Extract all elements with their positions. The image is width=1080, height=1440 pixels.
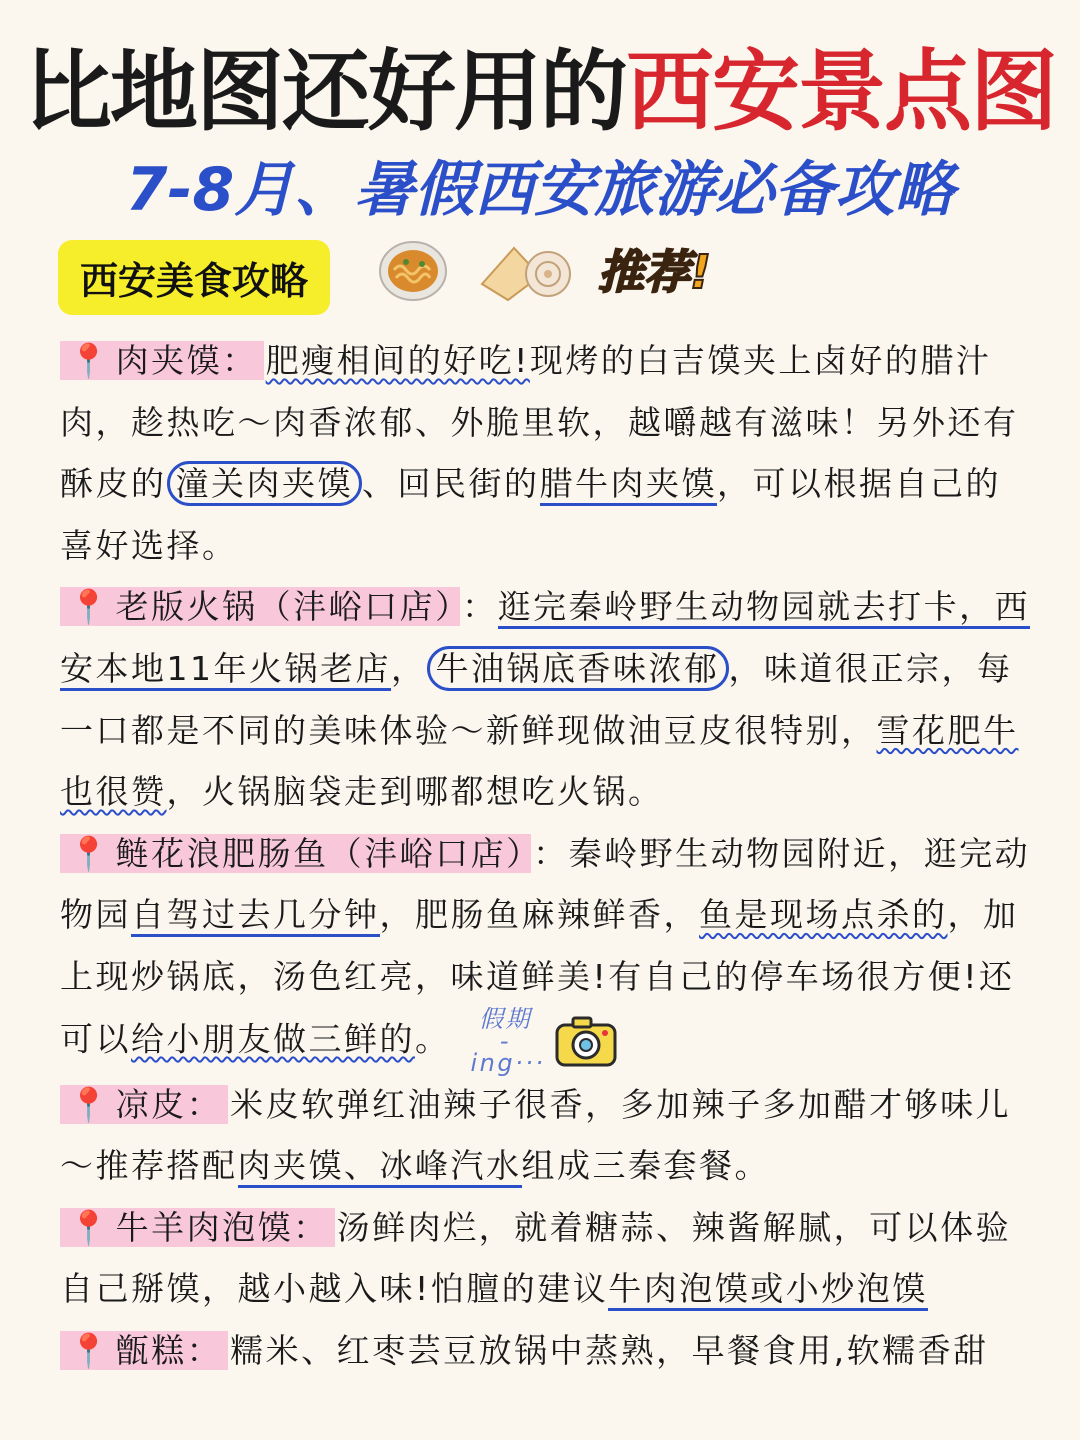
- description-text: 组成三秦套餐。: [521, 1146, 770, 1186]
- underlined-text: 逛完秦岭野生动物园就去打卡，西安本地11年火锅老店: [60, 587, 1030, 691]
- highlight-text: 肥瘦相间的好吃!: [265, 341, 530, 380]
- food-name: 老版火锅（沣峪口店）: [115, 587, 455, 627]
- map-pin-icon: 📍: [68, 1207, 112, 1247]
- subtitle: 7-8月、暑假西安旅游必备攻略: [125, 155, 955, 225]
- description-text: ，加上现炒锅底，汤色红亮，味道鲜美!有自己的停车场很方便!还可以: [60, 895, 1019, 1059]
- steamed-bun-icon: [478, 240, 574, 304]
- highlight-text: 给小朋友做三鲜的: [131, 1019, 415, 1059]
- food-name-tag: 📍 肉夹馍：: [60, 341, 264, 380]
- food-name: 甑糕: [115, 1330, 187, 1370]
- food-name-tag: [60, 587, 460, 626]
- recommend-sticker: 推荐!: [598, 245, 711, 299]
- food-name: 肉夹馍: [115, 341, 223, 380]
- map-pin-icon: 📍: [68, 341, 112, 380]
- description-text: ，味道很正宗，每一口都是不同的美味体验～新鲜现做油豆皮很特别，: [60, 648, 1013, 750]
- description-text: ，火锅脑袋走到哪都想吃火锅。: [166, 772, 664, 812]
- highlight-text: 雪花肥牛也很赞: [60, 710, 1019, 812]
- food-item-fish: 📍 鲢花浪肥肠鱼（沣峪口店） ：秦岭野生动物园附近，逛完动物园自驾过去几分钟，肥肠鱼麻辣鲜香，鱼是现场点杀的，加上现炒锅底，汤色红亮，味道鲜美!有自己的停车场很方便!还可以给小朋友做三鲜的。假期 -ing···: [60, 833, 1031, 1077]
- description-text: ，肥肠鱼麻辣鲜香，: [379, 895, 699, 935]
- food-name: 牛羊肉泡馍: [115, 1207, 294, 1247]
- description-text: 糯米、红枣芸豆放锅中蒸熟，早餐食用,软糯香甜: [230, 1330, 989, 1370]
- page-title: [0, 22, 1080, 148]
- underlined-text: 牛肉泡馍或小炒泡馍: [608, 1269, 928, 1311]
- food-item-zenggao: [60, 1320, 1035, 1382]
- food-item-paomo: [60, 1197, 1035, 1320]
- underlined-text: 腊牛肉夹馍: [540, 464, 718, 506]
- description-text: 。: [415, 1019, 451, 1059]
- description-text: 现烤的白吉馍夹上卤好的腊汁肉，趁热吃～肉香浓郁、外脆里软，越嚼越有滋味！另外还有酥皮的: [60, 341, 1019, 504]
- map-pin-icon: 📍: [68, 587, 112, 627]
- food-name-tag: 📍 凉皮：: [60, 1085, 228, 1124]
- circled-text: 牛油锅底香味浓郁: [427, 646, 729, 691]
- noodle-dish-icon: [378, 240, 448, 302]
- food-guide: [60, 330, 1035, 1382]
- map-pin-icon: 📍: [68, 1330, 112, 1370]
- description-text: 、回民街的: [362, 464, 540, 504]
- food-item-liangpi: [60, 1074, 1035, 1197]
- description-text: ，: [391, 648, 427, 688]
- description-text: 米皮软弹红油辣子很香，多加辣子多加醋才够味儿～推荐搭配: [60, 1084, 1012, 1186]
- underlined-text: 肉夹馍、冰峰汽水: [238, 1146, 522, 1188]
- description-text: 汤鲜肉烂，就着糖蒜、辣酱解腻，可以体验自己掰馍，越小越入味!怕膻的建议: [60, 1207, 1012, 1309]
- title-red: 西安景点图: [626, 40, 1057, 143]
- food-name-tag: 📍 牛羊肉泡馍：: [60, 1208, 335, 1247]
- food-item-hotpot: 📍 老版火锅（沣峪口店） ：逛完秦岭野生动物园就去打卡，西安本地11年火锅老店， 牛油锅底香味浓郁 ，味道很正宗，每一口都是不同的美味体验～新鲜现做油豆皮很特别，雪花肥牛也很赞，火锅脑袋走到哪都想吃火锅。: [60, 587, 1031, 812]
- food-name-tag: 📍 甑糕：: [60, 1331, 228, 1370]
- circled-text: 潼关肉夹馍: [167, 461, 363, 506]
- underlined-text: 自驾过去几分钟: [131, 895, 380, 937]
- description-text: 秦岭野生动物园附近，逛完动物园: [60, 833, 1031, 935]
- map-pin-icon: 📍: [68, 1084, 112, 1124]
- food-name: 凉皮: [115, 1084, 187, 1124]
- map-pin-icon: 📍: [68, 833, 112, 873]
- section-label: 西安美食攻略: [58, 240, 330, 315]
- description-text: ，可以根据自己的喜好选择。: [60, 464, 1001, 565]
- title-black: 比地图还好用的: [23, 40, 626, 143]
- food-name-tag: [60, 834, 531, 873]
- highlight-text: 鱼是现场点杀的: [699, 895, 948, 935]
- holiday-stamp: 假期 -ing···: [470, 1004, 546, 1077]
- food-name: 鲢花浪肥肠鱼（沣峪口店）: [115, 833, 526, 873]
- food-item-roujiamo: [60, 330, 1035, 576]
- camera-icon: [555, 1015, 617, 1067]
